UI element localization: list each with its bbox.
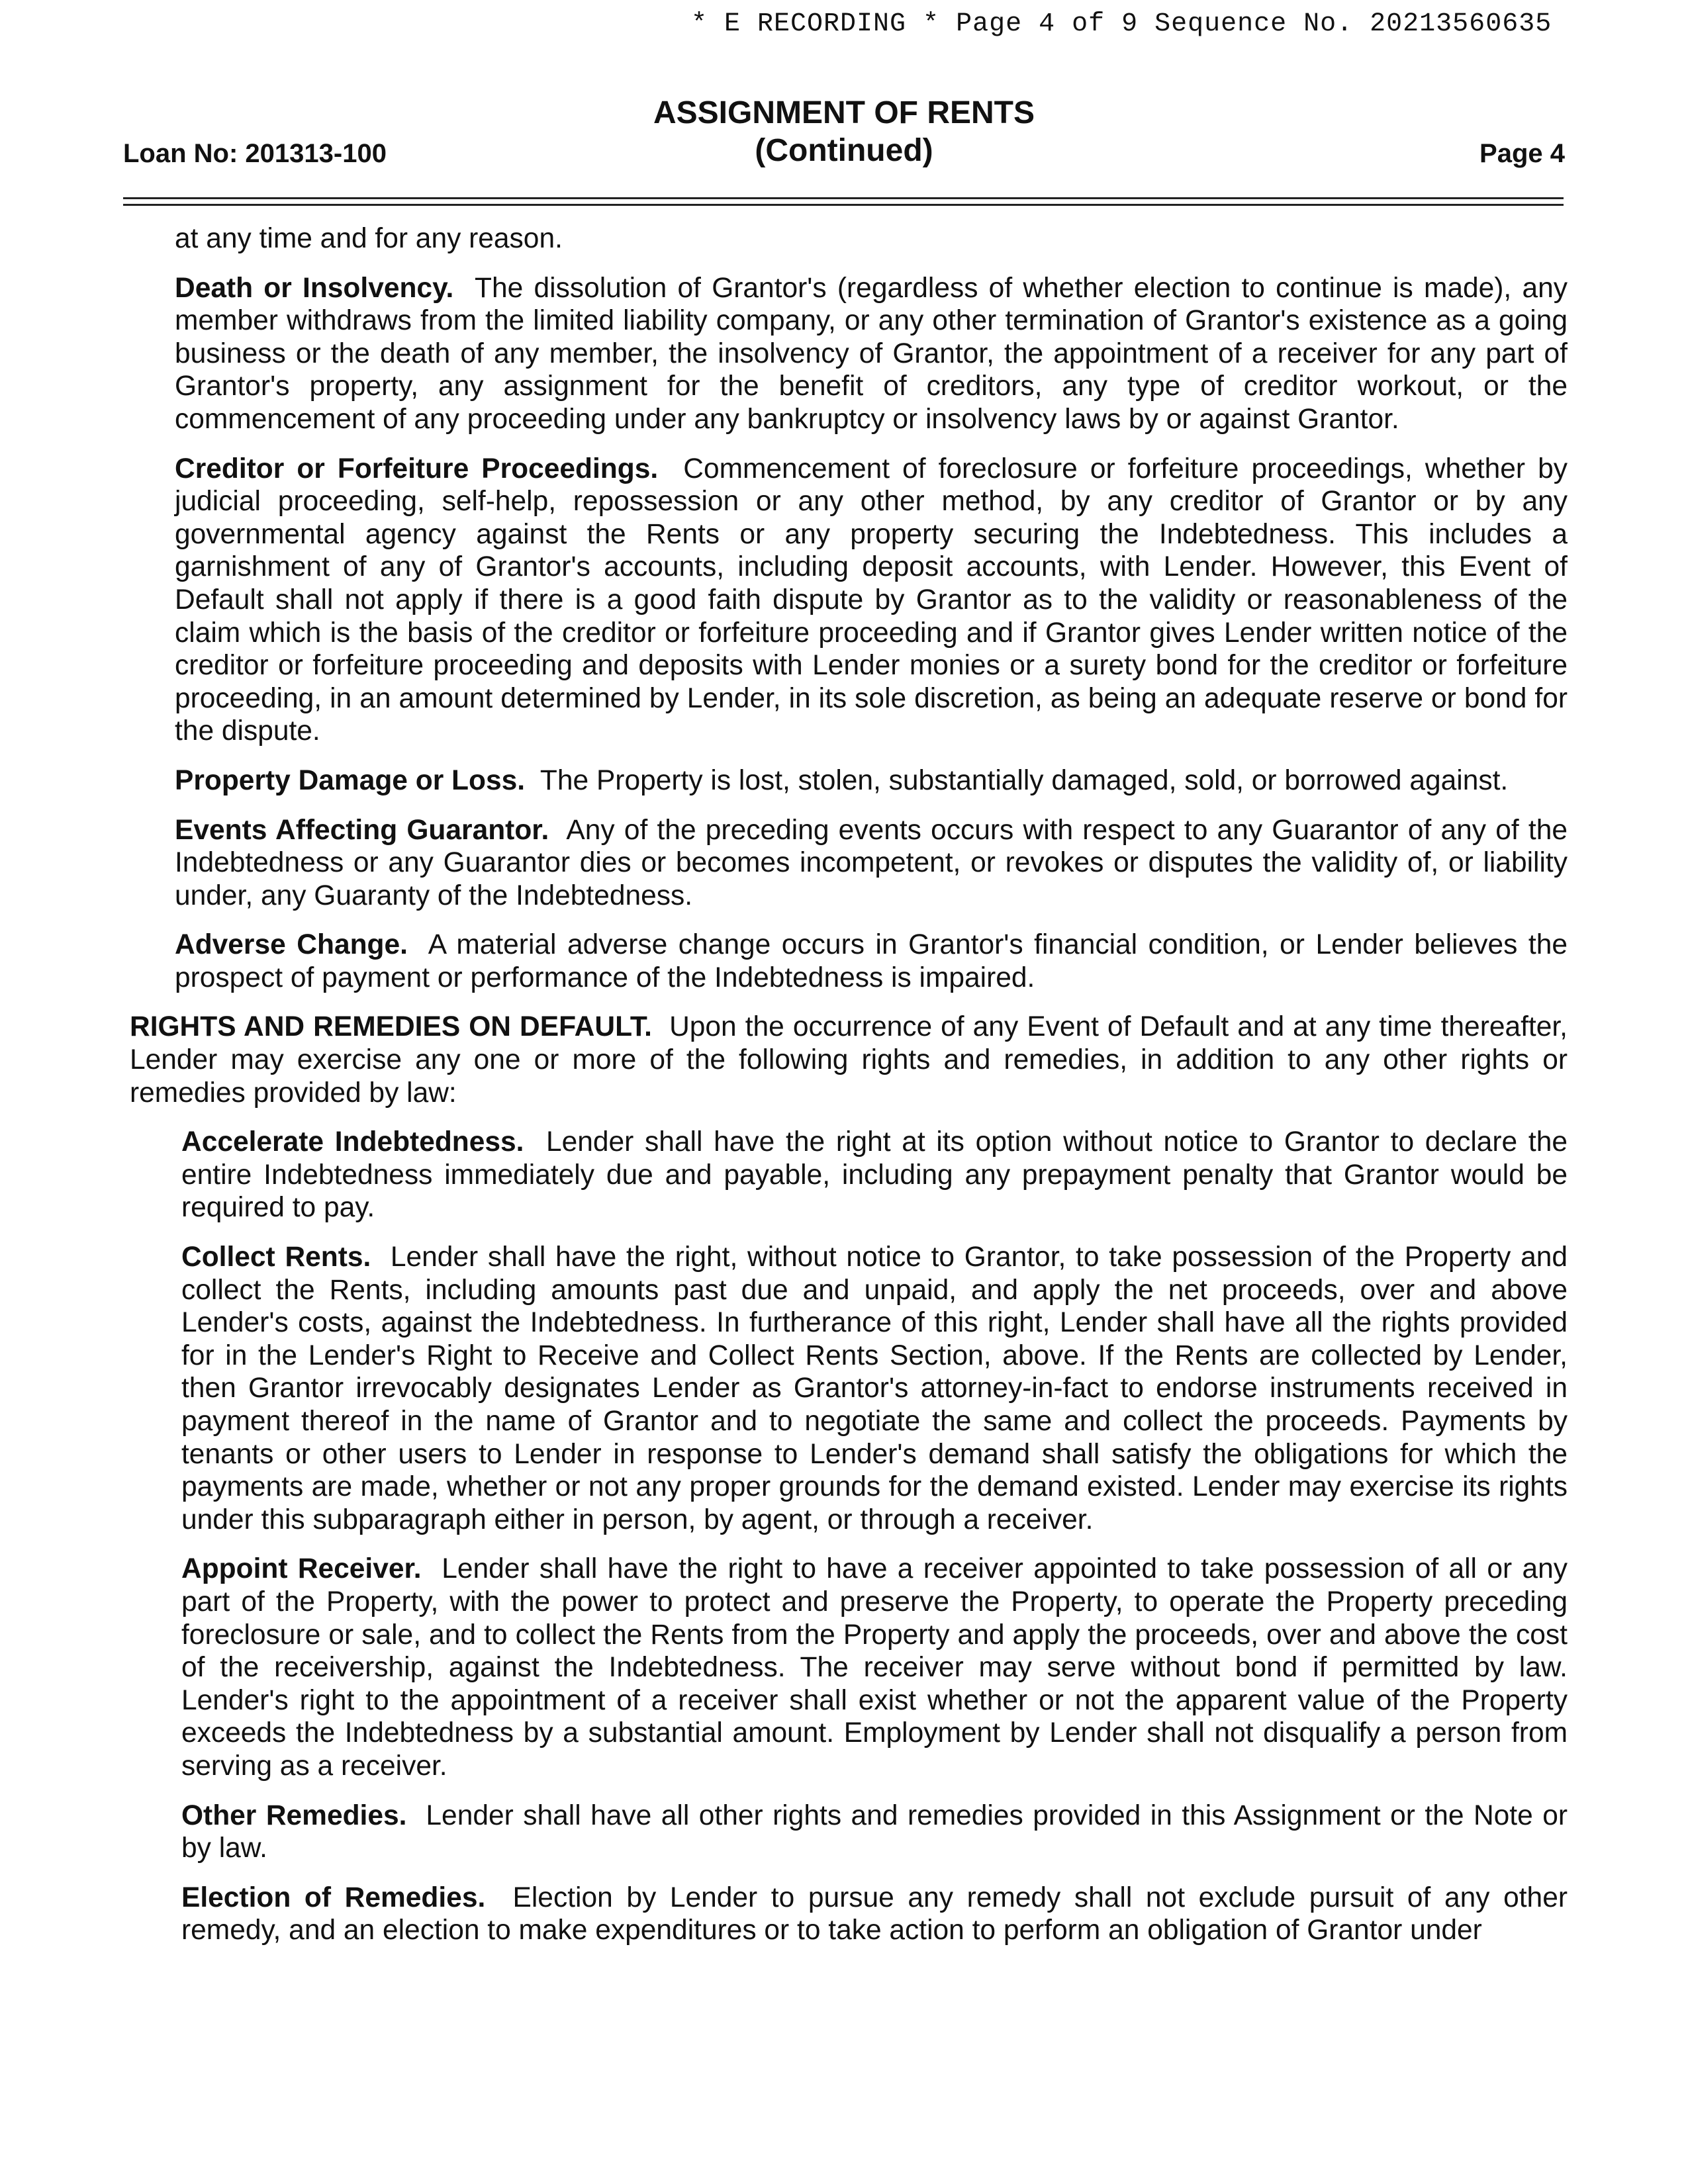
header-rule-bottom <box>123 204 1564 206</box>
paragraph-text: Election by Lender to pursue any remedy shall not exclude pursuit of any other remedy, and an election to make expenditures or to take action to perform an obligation of Grantor under <box>181 1882 1568 1946</box>
section-heading: RIGHTS AND REMEDIES ON DEFAULT. <box>130 1011 652 1043</box>
paragraph-text: Commencement of foreclosure or forfeiture proceedings, whether by judicial proceeding, self-help, repossession or any other method, by any creditor of Grantor or by any governmental agency against the Rents or any property securing the Indebtedness. This includes a garnishment of any of Grantor's accounts, including deposit accounts, with Lender. However, this Event of Default shall not apply if there is a good faith dispute by Grantor as to the validity or reasonableness of the claim which is the basis of the creditor or forfeiture proceeding and if Grantor gives Lender written notice of the creditor or forfeiture proceeding and deposits with Lender monies or a surety bond for the creditor or forfeiture proceeding, in an amount determined by Lender, in its sole discretion, as being an adequate reserve or bond for the dispute. <box>175 453 1568 747</box>
rights-remedies-paragraph <box>130 1011 1568 1109</box>
creditor-forfeiture-paragraph <box>130 453 1568 748</box>
accelerate-paragraph <box>130 1126 1568 1224</box>
recording-stamp: * E RECORDING * Page 4 of 9 Sequence No. 20213560635 <box>691 9 1552 39</box>
paragraph-heading: Accelerate Indebtedness. <box>181 1126 524 1158</box>
loan-number: Loan No: 201313-100 <box>123 139 387 168</box>
paragraph-heading: Property Damage or Loss. <box>175 764 526 796</box>
other-remedies-paragraph <box>130 1799 1568 1865</box>
paragraph-heading: Creditor or Forfeiture Proceedings. <box>175 453 659 484</box>
death-insolvency-paragraph <box>130 272 1568 436</box>
paragraph-text: Upon the occurrence of any Event of Default and at any time thereafter, Lender may exercise any one or more of the following rights and remedies, in addition to any other rights or remedies provided by law: <box>130 1011 1568 1109</box>
election-remedies-paragraph <box>130 1882 1568 1947</box>
paragraph-heading: Events Affecting Guarantor. <box>175 814 549 846</box>
paragraph-text: The dissolution of Grantor's (regardless of whether election to continue is made), any member withdraws from the limited liability company, or any other termination of Grantor's existence as a going business or the death of any member, the insolvency of Grantor, the appointment of a receiver for any part of Grantor's property, any assignment for the benefit of creditors, any type of creditor workout, or the commencement of any proceeding under any bankruptcy or insolvency laws by or against Grantor. <box>175 272 1568 435</box>
paragraph-heading: Death or Insolvency. <box>175 272 454 304</box>
paragraph-text: Lender shall have the right to have a receiver appointed to take possession of all or any part of the Property, with the power to protect and preserve the Property, to operate the Property preceding foreclosure or sale, and to collect the Rents from the Property and apply the proceeds, over and above the cost of the receivership, against the Indebtedness. The receiver may serve without bond if permitted by law. Lender's right to the appointment of a receiver shall exist whether or not the apparent value of the Property exceeds the Indebtedness by a substantial amount. Employment by Lender shall not disqualify a person from serving as a receiver. <box>181 1553 1568 1782</box>
paragraph-heading: Appoint Receiver. <box>181 1553 422 1585</box>
paragraph-text: The Property is lost, stolen, substantially damaged, sold, or borrowed against. <box>539 764 1509 796</box>
events-guarantor-paragraph <box>130 814 1568 913</box>
document-subtitle: (Continued) <box>755 133 933 168</box>
paragraph-text: Lender shall have the right, without notice to Grantor, to take possession of the Property and collect the Rents, including amounts past due and unpaid, and apply the net proceeds, over and above Lender's costs, against the Indebtedness. In furtherance of this right, Lender shall have all the rights provided for in the Lender's Right to Receive and Collect Rents Section, above. If the Rents are collected by Lender, then Grantor irrevocably designates Lender as Grantor's attorney-in-fact to endorse instruments received in payment thereof in the name of Grantor and to negotiate the same and collect the proceeds. Payments by tenants or other users to Lender in response to Lender's demand shall satisfy the obligations for which the payments are made, whether or not any proper grounds for the demand existed. Lender may exercise its rights under this subparagraph either in person, by agent, or through a receiver. <box>181 1242 1568 1535</box>
collect-rents-paragraph <box>130 1241 1568 1536</box>
property-damage-paragraph <box>130 764 1568 797</box>
paragraph-heading: Election of Remedies. <box>181 1882 486 1913</box>
paragraph-text: Lender shall have the right at its option without notice to Grantor to declare the entire Indebtedness immediately due and payable, including any prepayment penalty that Grantor would be required to pay. <box>181 1126 1568 1224</box>
header-rule-top <box>123 197 1564 199</box>
document-title: ASSIGNMENT OF RENTS <box>653 95 1035 130</box>
document-body <box>130 222 1568 1964</box>
paragraph-heading: Adverse Change. <box>175 929 408 961</box>
paragraph-text: A material adverse change occurs in Grantor's financial condition, or Lender believes the prospect of payment or performance of the Indebtedness is impaired. <box>175 929 1568 993</box>
paragraph-heading: Other Remedies. <box>181 1799 407 1831</box>
continuation-paragraph <box>130 222 1568 255</box>
paragraph-text: Lender shall have all other rights and remedies provided in this Assignment or the Note or by law. <box>181 1799 1568 1864</box>
page-number: Page 4 <box>1479 139 1565 168</box>
appoint-receiver-paragraph <box>130 1553 1568 1782</box>
paragraph-heading: Collect Rents. <box>181 1242 371 1273</box>
paragraph-text: Any of the preceding events occurs with respect to any Guarantor of any of the Indebtedness or any Guarantor dies or becomes incompetent, or revokes or disputes the validity of, or liability under, any Guaranty of the Indebtedness. <box>175 814 1568 911</box>
paragraph-text: at any time and for any reason. <box>175 223 563 254</box>
adverse-change-paragraph <box>130 929 1568 994</box>
